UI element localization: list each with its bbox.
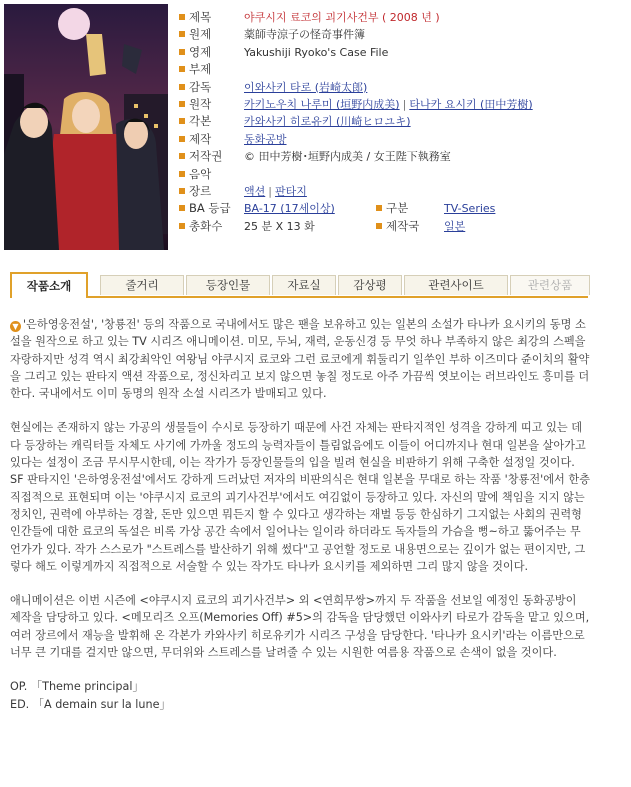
ending-theme: ED. 「A demain sur la lune」 — [10, 697, 171, 711]
bullet-icon — [179, 171, 185, 177]
bullet-icon — [179, 31, 185, 37]
english-title-value: Yakushiji Ryoko's Case File — [244, 45, 389, 59]
intro-paragraph-1-text: '은하영웅전설', '창룡전' 등의 작품으로 국내에서도 많은 팬을 보유하고 있는 일본의 소설가 타나카 요시키의 동명 소설을 원작으로 하고 있는 TV 시리즈 애니메이션. 미모, 두뇌, 재력, 운동신경 등 무엇 하나 부족하지 않은 최강의 스펙을 자랑하지만 성격 역시 최강최악인 여왕님 야쿠시지 료코와 그런 료코에게 휘둘리기 일쑤인 부하 이즈미다 쥰이치의 활약을 그리고 있는 판타지 액션 작품으로, 정신차리고 보지 않으면 놓칠 정도로 아주 가끔씩 엿보이는 러브라인도 흥미를 더한다. 국내에서도 이미 동명의 원작 소설 시리즈가 발매되고 있다. — [10, 318, 590, 401]
info-row-rating — [178, 200, 618, 217]
tab-bar — [10, 272, 588, 298]
info-row-title — [178, 9, 618, 26]
screenplay-label: 각본 — [189, 114, 212, 129]
genre-link-fantasy[interactable]: 판타지 — [274, 184, 307, 198]
title-value: 야쿠시지 료코의 괴기사건부 ( 2008 년 ) — [244, 11, 440, 24]
info-row-english-title — [178, 44, 618, 61]
bullet-icon — [179, 118, 185, 124]
production-link[interactable]: 동화공방 — [244, 132, 287, 146]
rating-link[interactable]: BA-17 (17세이상) — [244, 202, 335, 216]
tab-synopsis[interactable]: 줄거리 — [100, 275, 184, 295]
director-label: 감독 — [189, 79, 212, 94]
copyright-label: 저작권 — [189, 149, 223, 164]
type-label: 구분 — [386, 201, 409, 216]
info-row-episodes — [178, 218, 618, 235]
type-link[interactable]: TV-Series — [444, 202, 496, 216]
episodes-label: 총화수 — [189, 218, 223, 233]
english-title-label: 영제 — [189, 44, 212, 59]
bullet-icon — [179, 136, 185, 142]
bullet-icon — [376, 205, 382, 211]
introduction-content — [10, 316, 590, 713]
tab-related-sites[interactable]: 관련사이트 — [404, 275, 508, 295]
tab-reviews[interactable]: 감상평 — [338, 275, 402, 295]
director-link[interactable]: 이와사키 타로 (岩崎太郎) — [244, 80, 368, 94]
tab-related-products: 관련상품 — [510, 275, 590, 295]
intro-paragraph-1 — [10, 316, 590, 402]
episodes-value: 25 분 X 13 화 — [244, 219, 315, 233]
original-title-value: 薬師寺涼子の怪奇事件簿 — [244, 28, 365, 42]
bullet-icon — [179, 49, 185, 55]
bullet-icon — [179, 205, 185, 211]
arrow-down-icon: ▼ — [10, 321, 21, 332]
info-row-production — [178, 131, 618, 148]
country-label: 제작국 — [386, 218, 420, 233]
info-row-director — [178, 79, 618, 96]
original-title-label: 원제 — [189, 27, 212, 42]
intro-paragraph-2: 현실에는 존재하지 않는 가공의 생물들이 수시로 등장하기 때문에 사건 자체는 판타지적인 성격을 강하게 띠고 있는 데다 등장하는 캐릭터들 자체도 사기에 가까울 정도의 능력자들이 틀림없음에도 이들이 어디까지나 현대 일본을 살아가고 있다는 설정이 조금 무시무시한데, 이는 작가가 등장인물들의 입을 빌려 현실을 비판하기 위해 구축한 설정일 것이다. SF 판타지인 '은하영웅전설'에서도 강하게 드러났던 저자의 비판의식은 현대 일본을 무대로 하는 작품 '창룡전'에서 한층 직접적으로 표현되며 이는 '야쿠시지 료코의 괴기사건부'에서도 여김없이 등장하고 있다. 자신의 말에 책임을 지지 않는 정치인, 권력에 아부하는 경찰, 돈만 있으면 뭐든지 할 수 있다고 생각하는 재벌 등등 한심하기 그지없는 사회의 권력형 인간들에 대한 료코의 독설은 비록 가상 공간 속에서 일어나는 일이라 하더라도 독자들의 가슴을 뻥~하고 뚫어주는 무언가가 있다. 작가 스스로가 "스트레스를 발산하기 위해 썼다"고 공언할 정도로 내용면으로는 깊이가 없는 편이지만, 그렇다 해도 이렇게까지 직접적으로 서술할 수 있는 작가도 타나카 요시키를 제외하면 그리 많지 않을 것이다. — [10, 421, 591, 573]
copyright-value: © 田中芳樹･垣野内成美 / 女王陛下執務室 — [244, 150, 451, 164]
original-author-link-2[interactable]: 타나카 요시키 (田中芳樹) — [409, 97, 533, 111]
bullet-icon — [179, 14, 185, 20]
original-work-label: 원작 — [189, 96, 212, 111]
info-row-copyright — [178, 148, 618, 165]
bullet-icon — [376, 223, 382, 229]
tab-characters[interactable]: 등장인물 — [186, 275, 270, 295]
music-label: 음악 — [189, 166, 212, 181]
info-row-original-title — [178, 26, 618, 43]
intro-paragraph-3: 애니메이션은 이번 시즌에 <야쿠시지 료코의 괴기사건부> 외 <연희무쌍>까지 두 작품을 선보일 예정인 동화공방이 제작을 담당하고 있다. <메모리즈 오프(Memories Off) #5>의 감독을 담당했던 이와사키 타로가 감독을 맡고 있으며, 여러 장르에서 재능을 발휘해 온 각본가 카와사키 히로유키가 시리즈 구성을 담당한다. '타나카 요시키'라는 이름만으로 너무 큰 기대를 걸지만 않으면, 무더위와 스트레스를 날려줄 수 있는 시원한 여름용 작품으로 손색이 없을 것이다. — [10, 594, 590, 660]
subtitle-label: 부제 — [189, 62, 212, 77]
original-author-link-1[interactable]: 카키노우치 나루미 (垣野内成美) — [244, 97, 400, 111]
anime-info-table — [178, 9, 618, 235]
screenplay-link[interactable]: 카와사키 히로유키 (川崎ヒロユキ) — [244, 115, 411, 129]
info-row-screenplay — [178, 113, 618, 130]
production-label: 제작 — [189, 131, 212, 146]
info-row-music — [178, 166, 618, 183]
rating-label: BA 등급 — [189, 201, 231, 216]
bullet-icon — [179, 153, 185, 159]
title-label: 제목 — [189, 10, 212, 24]
genre-link-action[interactable]: 액션 — [244, 184, 266, 198]
bullet-icon — [179, 101, 185, 107]
info-row-subtitle — [178, 61, 618, 78]
bullet-icon — [179, 188, 185, 194]
bullet-icon — [179, 66, 185, 72]
genre-label: 장르 — [189, 183, 212, 198]
bullet-icon — [179, 84, 185, 90]
opening-theme: OP. 「Theme principal」 — [10, 680, 144, 694]
tab-introduction[interactable]: 작품소개 — [10, 272, 88, 298]
tab-archive[interactable]: 자료실 — [272, 275, 336, 295]
country-link[interactable]: 일본 — [444, 219, 466, 233]
poster-image — [4, 4, 168, 250]
info-row-genre: 장르 액션 | 판타지 — [178, 183, 618, 200]
bullet-icon — [179, 223, 185, 229]
info-row-original-work: 원작 카키노우치 나루미 (垣野内成美) | 타나카 요시키 (田中芳樹) — [178, 96, 618, 113]
